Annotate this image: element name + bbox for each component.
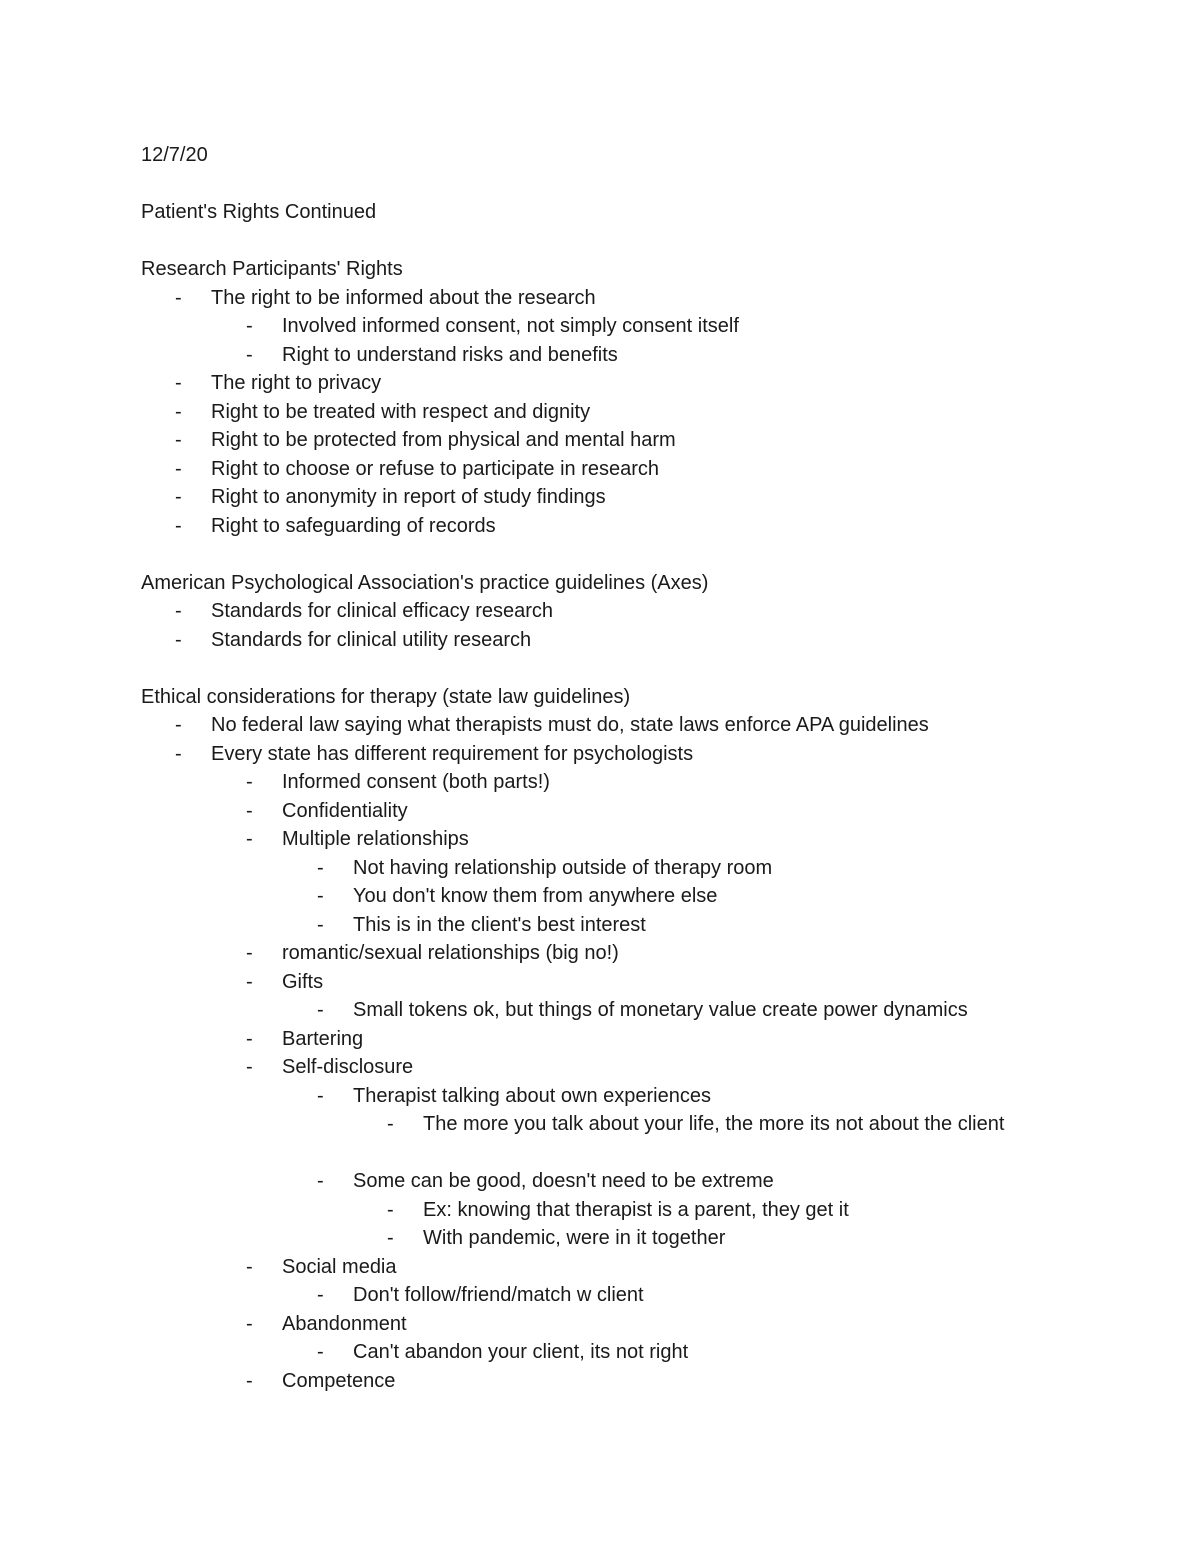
list-item bbox=[141, 1082, 1141, 1111]
dash-bullet-icon: - bbox=[175, 372, 182, 394]
dash-bullet-icon: - bbox=[317, 913, 324, 936]
dash-bullet-icon: - bbox=[175, 714, 182, 736]
dash-bullet-icon: - bbox=[246, 1255, 253, 1278]
list-item bbox=[141, 768, 1141, 797]
section bbox=[141, 255, 1141, 569]
dash-bullet-icon: - bbox=[175, 457, 182, 480]
list-item-text: Therapist talking about own experiences bbox=[353, 1084, 711, 1107]
list-item bbox=[141, 711, 1141, 740]
list-item bbox=[141, 1338, 1141, 1367]
list-item bbox=[141, 1025, 1141, 1054]
list-item bbox=[141, 483, 1141, 512]
dash-bullet-icon: - bbox=[175, 742, 182, 765]
list-item bbox=[141, 825, 1141, 854]
spacer bbox=[141, 1139, 1141, 1168]
list-item bbox=[141, 1281, 1141, 1310]
list-item-text: Don't follow/friend/match w client bbox=[353, 1284, 644, 1306]
list-item bbox=[141, 1196, 1141, 1225]
list-item bbox=[141, 455, 1141, 484]
dash-bullet-icon: - bbox=[246, 1027, 253, 1050]
list-item-text: Multiple relationships bbox=[282, 828, 469, 850]
dash-bullet-icon: - bbox=[246, 771, 253, 793]
section-heading: Ethical considerations for therapy (state law guidelines) bbox=[141, 685, 631, 708]
list-item-text: Confidentiality bbox=[282, 799, 408, 822]
list-item-text: romantic/sexual relationships (big no!) bbox=[282, 942, 619, 964]
list-item bbox=[141, 939, 1141, 968]
list-item-text: You don't know them from anywhere else bbox=[353, 885, 718, 907]
list-item-text: Can't abandon your client, its not right bbox=[353, 1341, 689, 1363]
list-item-text: Abandonment bbox=[282, 1312, 407, 1335]
list-item bbox=[141, 312, 1141, 341]
list-item-text: No federal law saying what therapists must do, state laws enforce APA guidelines bbox=[211, 714, 929, 736]
list-item-text: Standards for clinical utility research bbox=[211, 628, 532, 651]
list-item bbox=[141, 1310, 1141, 1339]
list-item bbox=[141, 1253, 1141, 1282]
list-item-text: Standards for clinical efficacy research bbox=[211, 600, 554, 622]
dash-bullet-icon: - bbox=[317, 1284, 324, 1306]
sections-container bbox=[141, 255, 1141, 1395]
dash-bullet-icon: - bbox=[175, 400, 182, 423]
dash-bullet-icon: - bbox=[246, 970, 253, 993]
list-item bbox=[141, 968, 1141, 997]
list-item bbox=[141, 882, 1141, 911]
list-item-text: Ex: knowing that therapist is a parent, they get it bbox=[423, 1198, 849, 1221]
list-item bbox=[141, 1224, 1141, 1253]
list-item-text: Gifts bbox=[282, 970, 324, 993]
dash-bullet-icon: - bbox=[317, 1084, 324, 1107]
list-item bbox=[141, 854, 1141, 883]
list-item-text: Every state has different requirement for psychologists bbox=[211, 742, 694, 765]
dash-bullet-icon: - bbox=[246, 315, 253, 337]
list-item-text: Some can be good, doesn't need to be extreme bbox=[353, 1170, 774, 1192]
dash-bullet-icon: - bbox=[175, 628, 182, 651]
list-item-text: The right to be informed about the research bbox=[211, 286, 596, 309]
dash-bullet-icon: - bbox=[317, 885, 324, 907]
list-item-text: Competence bbox=[282, 1369, 396, 1392]
dash-bullet-icon: - bbox=[317, 1341, 324, 1363]
list-item bbox=[141, 996, 1141, 1025]
list-item-text: The more you talk about your life, the more its not about the client bbox=[423, 1113, 1005, 1135]
list-item bbox=[141, 512, 1141, 541]
list-item-text: Involved informed consent, not simply consent itself bbox=[282, 315, 739, 337]
dash-bullet-icon: - bbox=[175, 286, 182, 309]
spacer bbox=[141, 170, 1141, 199]
list-item-text: Small tokens ok, but things of monetary value create power dynamics bbox=[353, 999, 968, 1021]
list-item-text: Right to safeguarding of records bbox=[211, 514, 496, 537]
list-item bbox=[141, 1110, 1141, 1139]
dash-bullet-icon: - bbox=[317, 999, 324, 1021]
list-item-text: Right to understand risks and benefits bbox=[282, 343, 618, 366]
document-body bbox=[141, 141, 1141, 1395]
dash-bullet-icon: - bbox=[387, 1198, 394, 1221]
dash-bullet-icon: - bbox=[317, 1170, 324, 1192]
list-item-text: Right to be treated with respect and dignity bbox=[211, 400, 591, 423]
list-item bbox=[141, 1367, 1141, 1396]
list-item bbox=[141, 626, 1141, 655]
dash-bullet-icon: - bbox=[175, 486, 182, 508]
list-item-text: Self-disclosure bbox=[282, 1056, 414, 1078]
section-heading: Research Participants' Rights bbox=[141, 258, 403, 280]
section bbox=[141, 683, 1141, 1396]
list-item-text: Not having relationship outside of therapy room bbox=[353, 856, 773, 879]
dash-bullet-icon: - bbox=[246, 343, 253, 366]
dash-bullet-icon: - bbox=[175, 514, 182, 537]
dash-bullet-icon: - bbox=[387, 1227, 394, 1249]
dash-bullet-icon: - bbox=[246, 1056, 253, 1078]
list-item bbox=[141, 369, 1141, 398]
dash-bullet-icon: - bbox=[175, 429, 182, 451]
dash-bullet-icon: - bbox=[175, 600, 182, 622]
list-item-text: Right to choose or refuse to participate in research bbox=[211, 457, 660, 480]
spacer bbox=[141, 540, 1141, 569]
list-item-text: Bartering bbox=[282, 1027, 364, 1050]
dash-bullet-icon: - bbox=[246, 942, 253, 964]
dash-bullet-icon: - bbox=[246, 799, 253, 822]
list-item bbox=[141, 284, 1141, 313]
list-item bbox=[141, 740, 1141, 769]
list-item bbox=[141, 398, 1141, 427]
dash-bullet-icon: - bbox=[246, 1369, 253, 1392]
list-item-text: Informed consent (both parts!) bbox=[282, 771, 550, 793]
document-title: Patient's Rights Continued bbox=[141, 201, 377, 223]
dash-bullet-icon: - bbox=[246, 828, 253, 850]
document-date: 12/7/20 bbox=[141, 144, 208, 166]
list-item bbox=[141, 911, 1141, 940]
list-item-text: The right to privacy bbox=[211, 372, 382, 394]
list-item-text: This is in the client's best interest bbox=[353, 913, 646, 936]
dash-bullet-icon: - bbox=[387, 1113, 394, 1135]
section-heading: American Psychological Association's practice guidelines (Axes) bbox=[141, 571, 709, 594]
list-item bbox=[141, 341, 1141, 370]
section bbox=[141, 569, 1141, 683]
list-item bbox=[141, 1167, 1141, 1196]
list-item bbox=[141, 426, 1141, 455]
list-item-text: Social media bbox=[282, 1255, 397, 1278]
spacer bbox=[141, 654, 1141, 683]
list-item bbox=[141, 797, 1141, 826]
list-item bbox=[141, 1053, 1141, 1082]
spacer bbox=[141, 227, 1141, 256]
list-item-text: With pandemic, were in it together bbox=[423, 1227, 726, 1249]
list-item-text: Right to be protected from physical and mental harm bbox=[211, 429, 676, 451]
dash-bullet-icon: - bbox=[246, 1312, 253, 1335]
list-item-text: Right to anonymity in report of study findings bbox=[211, 486, 606, 508]
list-item bbox=[141, 597, 1141, 626]
dash-bullet-icon: - bbox=[317, 856, 324, 879]
